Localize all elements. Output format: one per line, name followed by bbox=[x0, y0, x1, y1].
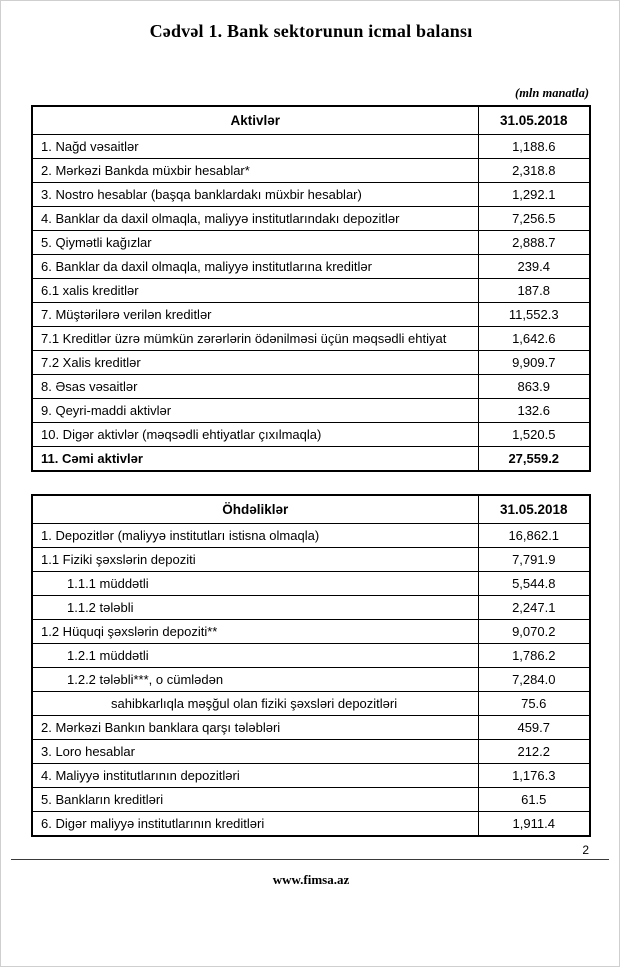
table-row bbox=[32, 572, 590, 596]
row-label: 1.1.2 tələbli bbox=[32, 596, 478, 620]
row-value: 863.9 bbox=[478, 375, 590, 399]
row-label: 1.2.1 müddətli bbox=[32, 644, 478, 668]
row-label: 1.1 Fiziki şəxslərin depoziti bbox=[32, 548, 478, 572]
row-value: 7,256.5 bbox=[478, 207, 590, 231]
row-label: 4. Maliyyə institutlarının depozitləri bbox=[32, 764, 478, 788]
row-value: 2,318.8 bbox=[478, 159, 590, 183]
row-label: 1.2.2 tələbli***, o cümlədən bbox=[32, 668, 478, 692]
table-row bbox=[32, 135, 590, 159]
row-value: 459.7 bbox=[478, 716, 590, 740]
row-label: 7.1 Kreditlər üzrə mümkün zərərlərin ödənilməsi üçün məqsədli ehtiyat bbox=[32, 327, 478, 351]
row-value: 7,791.9 bbox=[478, 548, 590, 572]
liabilities-table bbox=[31, 494, 591, 837]
row-value: 61.5 bbox=[478, 788, 590, 812]
row-value: 9,909.7 bbox=[478, 351, 590, 375]
row-label: 8. Əsas vəsaitlər bbox=[32, 375, 478, 399]
row-value: 187.8 bbox=[478, 279, 590, 303]
table-row bbox=[32, 399, 590, 423]
liabilities-header-date: 31.05.2018 bbox=[478, 495, 590, 524]
table-row bbox=[32, 620, 590, 644]
table-row bbox=[32, 668, 590, 692]
row-label: 7.2 Xalis kreditlər bbox=[32, 351, 478, 375]
row-label: 3. Nostro hesablar (başqa banklardakı müxbir hesablar) bbox=[32, 183, 478, 207]
table-row bbox=[32, 255, 590, 279]
row-label: 5. Qiymətli kağızlar bbox=[32, 231, 478, 255]
table-row bbox=[32, 644, 590, 668]
table-row bbox=[32, 423, 590, 447]
liabilities-header-label: Öhdəliklər bbox=[32, 495, 478, 524]
row-label: 10. Digər aktivlər (məqsədli ehtiyatlar çıxılmaqla) bbox=[32, 423, 478, 447]
assets-header-date: 31.05.2018 bbox=[478, 106, 590, 135]
table-row bbox=[32, 327, 590, 351]
row-value: 1,188.6 bbox=[478, 135, 590, 159]
row-value: 1,176.3 bbox=[478, 764, 590, 788]
assets-table bbox=[31, 105, 591, 472]
row-label: 6. Banklar da daxil olmaqla, maliyyə institutlarına kreditlər bbox=[32, 255, 478, 279]
page-title: Cədvəl 1. Bank sektorunun icmal balansı bbox=[149, 21, 473, 41]
row-label: 6. Digər maliyyə institutlarının kreditləri bbox=[32, 812, 478, 837]
row-label: 2. Mərkəzi Bankda müxbir hesablar* bbox=[32, 159, 478, 183]
row-value: 9,070.2 bbox=[478, 620, 590, 644]
row-value: 1,786.2 bbox=[478, 644, 590, 668]
table-row bbox=[32, 740, 590, 764]
table-row bbox=[32, 231, 590, 255]
row-value: 1,520.5 bbox=[478, 423, 590, 447]
row-label: 1. Depozitlər (maliyyə institutları istisna olmaqla) bbox=[32, 524, 478, 548]
table-gap bbox=[31, 472, 591, 494]
row-label: sahibkarlıqla məşğul olan fiziki şəxsləri depozitləri bbox=[32, 692, 478, 716]
row-value: 5,544.8 bbox=[478, 572, 590, 596]
table-row bbox=[32, 159, 590, 183]
row-value: 212.2 bbox=[478, 740, 590, 764]
row-value: 1,642.6 bbox=[478, 327, 590, 351]
row-value: 1,292.1 bbox=[478, 183, 590, 207]
table-row bbox=[32, 351, 590, 375]
page-number: 2 bbox=[582, 843, 589, 857]
row-label: 1. Nağd vəsaitlər bbox=[32, 135, 478, 159]
row-label: 7. Müştərilərə verilən kreditlər bbox=[32, 303, 478, 327]
row-value: 75.6 bbox=[478, 692, 590, 716]
table-row bbox=[32, 812, 590, 837]
table-row bbox=[32, 375, 590, 399]
footer-url: www.fimsa.az bbox=[272, 872, 350, 887]
table-row bbox=[32, 447, 590, 472]
table-row bbox=[32, 279, 590, 303]
footer-divider bbox=[11, 859, 609, 860]
row-value: 2,888.7 bbox=[478, 231, 590, 255]
row-label: 4. Banklar da daxil olmaqla, maliyyə institutlarındakı depozitlər bbox=[32, 207, 478, 231]
table-header-row bbox=[32, 495, 590, 524]
table-row bbox=[32, 788, 590, 812]
unit-note: (mln manatla) bbox=[515, 86, 589, 100]
table-row bbox=[32, 524, 590, 548]
row-label: 5. Bankların kreditləri bbox=[32, 788, 478, 812]
row-value: 11,552.3 bbox=[478, 303, 590, 327]
table-row bbox=[32, 303, 590, 327]
row-value: 16,862.1 bbox=[478, 524, 590, 548]
table-row bbox=[32, 207, 590, 231]
row-label: 1.1.1 müddətli bbox=[32, 572, 478, 596]
table-header-row bbox=[32, 106, 590, 135]
row-value: 7,284.0 bbox=[478, 668, 590, 692]
table-row bbox=[32, 764, 590, 788]
row-label: 3. Loro hesablar bbox=[32, 740, 478, 764]
row-label: 2. Mərkəzi Bankın banklara qarşı tələbləri bbox=[32, 716, 478, 740]
row-value: 1,911.4 bbox=[478, 812, 590, 837]
row-label: 1.2 Hüquqi şəxslərin depoziti** bbox=[32, 620, 478, 644]
row-value: 27,559.2 bbox=[478, 447, 590, 472]
row-label: 6.1 xalis kreditlər bbox=[32, 279, 478, 303]
table-row bbox=[32, 596, 590, 620]
row-label: 9. Qeyri-maddi aktivlər bbox=[32, 399, 478, 423]
table-row bbox=[32, 716, 590, 740]
assets-header-label: Aktivlər bbox=[32, 106, 478, 135]
table-row bbox=[32, 183, 590, 207]
row-value: 2,247.1 bbox=[478, 596, 590, 620]
row-label: 11. Cəmi aktivlər bbox=[32, 447, 478, 472]
row-value: 239.4 bbox=[478, 255, 590, 279]
table-row bbox=[32, 548, 590, 572]
table-row bbox=[32, 692, 590, 716]
row-value: 132.6 bbox=[478, 399, 590, 423]
